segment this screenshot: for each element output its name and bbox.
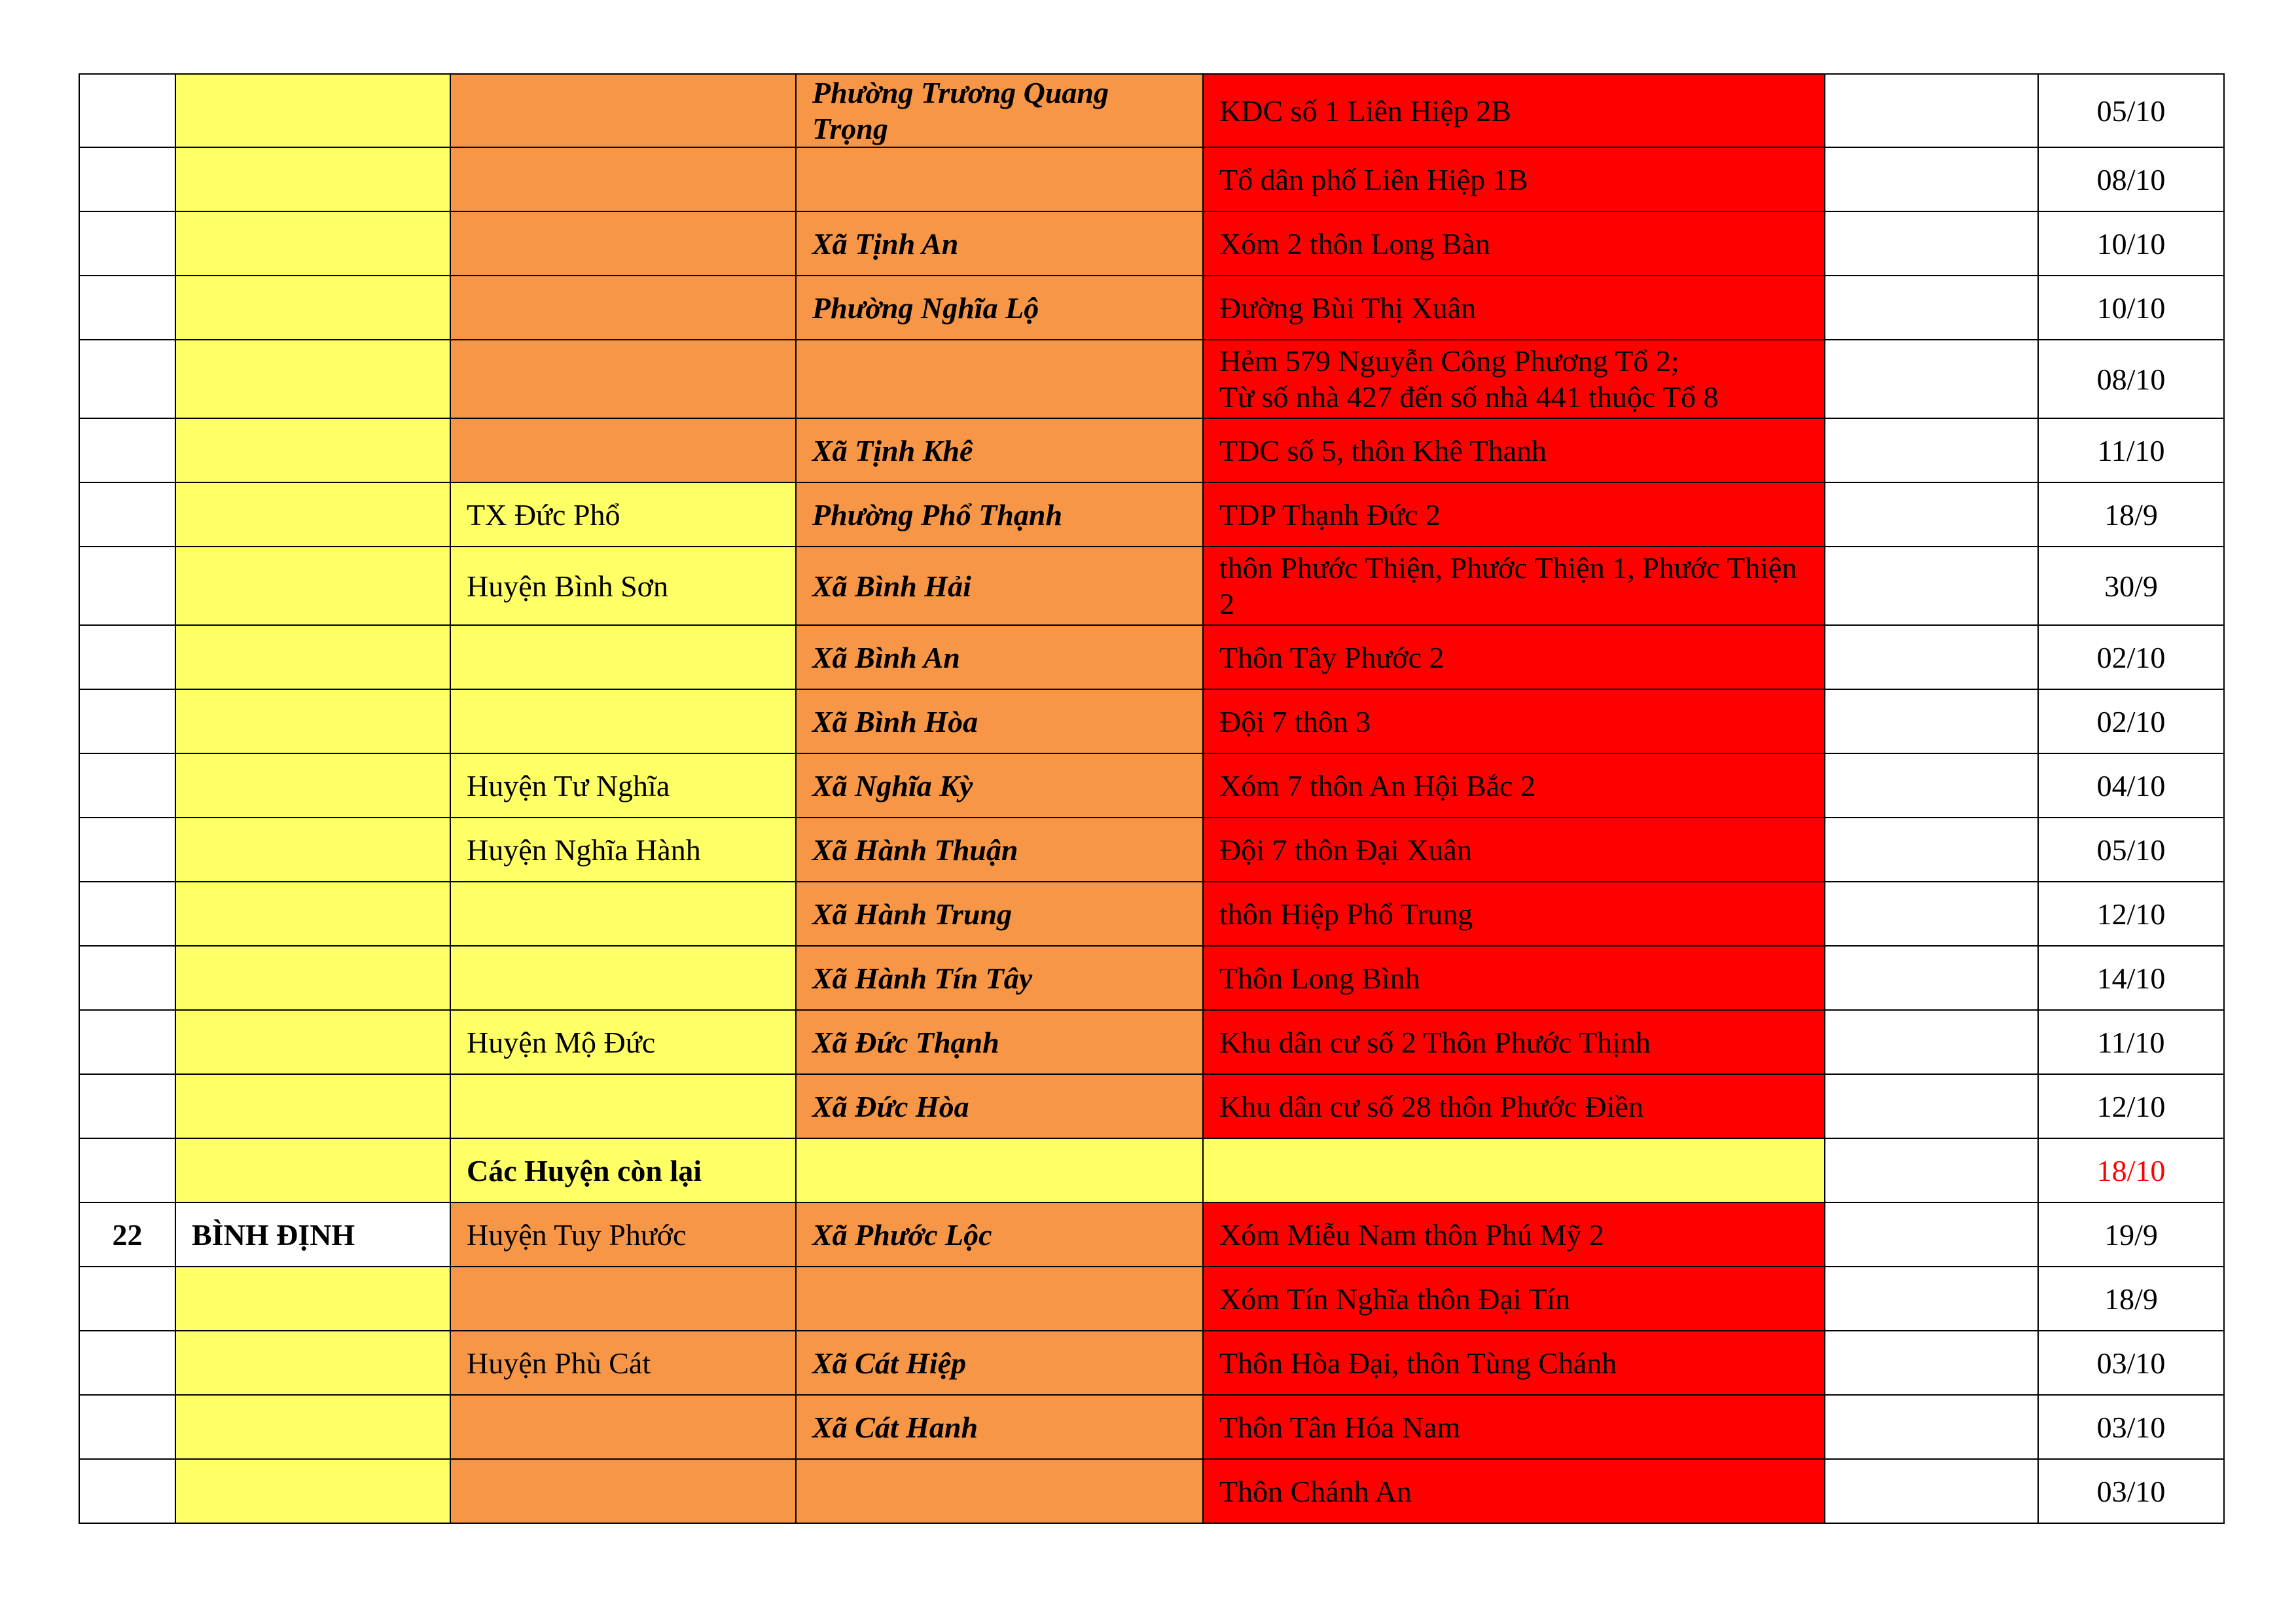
- date-cell: 14/10: [2038, 946, 2224, 1010]
- district-cell: [450, 689, 796, 753]
- stt-cell: [79, 818, 175, 882]
- empty-cell: [1825, 1138, 2038, 1202]
- table-row: [79, 1074, 2224, 1138]
- table-row: [79, 946, 2224, 1010]
- area-cell: Khu dân cư số 28 thôn Phước Điền: [1203, 1074, 1825, 1138]
- province-cell: [175, 147, 450, 211]
- empty-cell: [1825, 1202, 2038, 1267]
- stt-cell: [79, 276, 175, 340]
- stt-cell: [79, 1331, 175, 1395]
- area-cell: Thôn Chánh An: [1203, 1459, 1825, 1523]
- province-cell: [175, 1138, 450, 1202]
- stt-cell: [79, 547, 175, 625]
- stt-cell: [79, 147, 175, 211]
- district-cell: Các Huyện còn lại: [450, 1138, 796, 1202]
- commune-cell: Xã Tịnh Khê: [796, 418, 1203, 482]
- commune-cell: Phường Nghĩa Lộ: [796, 276, 1203, 340]
- table-row: [79, 482, 2224, 547]
- district-cell: [450, 74, 796, 147]
- commune-cell: Xã Tịnh An: [796, 211, 1203, 276]
- stt-cell: [79, 1074, 175, 1138]
- commune-cell: Xã Hành Thuận: [796, 818, 1203, 882]
- outbreak-area-table: [79, 73, 2225, 1524]
- stt-cell: [79, 625, 175, 689]
- province-cell: [175, 340, 450, 418]
- date-cell: 12/10: [2038, 882, 2224, 946]
- table-row: [79, 340, 2224, 418]
- date-cell: 04/10: [2038, 753, 2224, 818]
- district-cell: [450, 340, 796, 418]
- table-row: [79, 1331, 2224, 1395]
- commune-cell: Xã Cát Hanh: [796, 1395, 1203, 1459]
- commune-cell: Xã Hành Tín Tây: [796, 946, 1203, 1010]
- table-body: [79, 74, 2224, 1523]
- province-cell: [175, 1074, 450, 1138]
- commune-cell: Xã Bình Hòa: [796, 689, 1203, 753]
- table-row: [79, 418, 2224, 482]
- stt-cell: 22: [79, 1202, 175, 1267]
- district-cell: [450, 1395, 796, 1459]
- commune-cell: Xã Bình Hải: [796, 547, 1203, 625]
- table-row: [79, 1010, 2224, 1074]
- area-cell: Đường Bùi Thị Xuân: [1203, 276, 1825, 340]
- province-cell: [175, 818, 450, 882]
- empty-cell: [1825, 689, 2038, 753]
- district-cell: [450, 418, 796, 482]
- stt-cell: [79, 1395, 175, 1459]
- empty-cell: [1825, 547, 2038, 625]
- district-cell: [450, 946, 796, 1010]
- table-row: [79, 1267, 2224, 1331]
- area-cell: KDC số 1 Liên Hiệp 2B: [1203, 74, 1825, 147]
- province-cell: [175, 547, 450, 625]
- date-cell: 03/10: [2038, 1459, 2224, 1523]
- date-cell: 19/9: [2038, 1202, 2224, 1267]
- table-row: [79, 753, 2224, 818]
- area-cell: TDC số 5, thôn Khê Thanh: [1203, 418, 1825, 482]
- table-row: [79, 74, 2224, 147]
- province-cell: [175, 1010, 450, 1074]
- province-cell: [175, 689, 450, 753]
- district-cell: [450, 147, 796, 211]
- date-cell: 30/9: [2038, 547, 2224, 625]
- commune-cell: Xã Bình An: [796, 625, 1203, 689]
- district-cell: Huyện Tuy Phước: [450, 1202, 796, 1267]
- province-cell: [175, 482, 450, 547]
- province-cell: [175, 1267, 450, 1331]
- district-cell: [450, 882, 796, 946]
- table-row: [79, 1138, 2224, 1202]
- district-cell: Huyện Bình Sơn: [450, 547, 796, 625]
- stt-cell: [79, 340, 175, 418]
- area-cell: Xóm 7 thôn An Hội Bắc 2: [1203, 753, 1825, 818]
- table-row: [79, 1202, 2224, 1267]
- area-cell: Thôn Tân Hóa Nam: [1203, 1395, 1825, 1459]
- area-cell: thôn Hiệp Phổ Trung: [1203, 882, 1825, 946]
- district-cell: Huyện Mộ Đức: [450, 1010, 796, 1074]
- stt-cell: [79, 482, 175, 547]
- stt-cell: [79, 689, 175, 753]
- area-cell: Tổ dân phố Liên Hiệp 1B: [1203, 147, 1825, 211]
- stt-cell: [79, 418, 175, 482]
- district-cell: [450, 211, 796, 276]
- date-cell: 05/10: [2038, 818, 2224, 882]
- area-cell: [1203, 1138, 1825, 1202]
- province-cell: [175, 276, 450, 340]
- date-cell: 18/10: [2038, 1138, 2224, 1202]
- district-cell: Huyện Nghĩa Hành: [450, 818, 796, 882]
- commune-cell: [796, 1459, 1203, 1523]
- empty-cell: [1825, 211, 2038, 276]
- empty-cell: [1825, 340, 2038, 418]
- empty-cell: [1825, 482, 2038, 547]
- commune-cell: Xã Hành Trung: [796, 882, 1203, 946]
- table-row: [79, 1395, 2224, 1459]
- district-cell: Huyện Tư Nghĩa: [450, 753, 796, 818]
- stt-cell: [79, 1459, 175, 1523]
- area-cell: Xóm 2 thôn Long Bàn: [1203, 211, 1825, 276]
- stt-cell: [79, 946, 175, 1010]
- empty-cell: [1825, 882, 2038, 946]
- table-row: [79, 211, 2224, 276]
- date-cell: 08/10: [2038, 147, 2224, 211]
- stt-cell: [79, 1138, 175, 1202]
- date-cell: 18/9: [2038, 1267, 2224, 1331]
- empty-cell: [1825, 1395, 2038, 1459]
- district-cell: [450, 1459, 796, 1523]
- date-cell: 03/10: [2038, 1331, 2224, 1395]
- commune-cell: Xã Đức Hòa: [796, 1074, 1203, 1138]
- empty-cell: [1825, 818, 2038, 882]
- area-cell: Xóm Miễu Nam thôn Phú Mỹ 2: [1203, 1202, 1825, 1267]
- province-cell: [175, 753, 450, 818]
- date-cell: 03/10: [2038, 1395, 2224, 1459]
- commune-cell: Xã Đức Thạnh: [796, 1010, 1203, 1074]
- empty-cell: [1825, 276, 2038, 340]
- date-cell: 18/9: [2038, 482, 2224, 547]
- province-cell: [175, 211, 450, 276]
- stt-cell: [79, 1267, 175, 1331]
- stt-cell: [79, 1010, 175, 1074]
- commune-cell: Xã Cát Hiệp: [796, 1331, 1203, 1395]
- province-cell: [175, 1395, 450, 1459]
- area-cell: Hẻm 579 Nguyễn Công Phương Tổ 2; Từ số nhà 427 đến số nhà 441 thuộc Tổ 8: [1203, 340, 1825, 418]
- province-cell: [175, 1459, 450, 1523]
- commune-cell: Phường Phổ Thạnh: [796, 482, 1203, 547]
- date-cell: 11/10: [2038, 418, 2224, 482]
- province-cell: [175, 625, 450, 689]
- empty-cell: [1825, 1074, 2038, 1138]
- date-cell: 10/10: [2038, 211, 2224, 276]
- district-cell: TX Đức Phổ: [450, 482, 796, 547]
- table-row: [79, 625, 2224, 689]
- area-cell: Thôn Hòa Đại, thôn Tùng Chánh: [1203, 1331, 1825, 1395]
- province-cell: [175, 946, 450, 1010]
- area-cell: Thôn Tây Phước 2: [1203, 625, 1825, 689]
- stt-cell: [79, 753, 175, 818]
- empty-cell: [1825, 1267, 2038, 1331]
- date-cell: 11/10: [2038, 1010, 2224, 1074]
- date-cell: 05/10: [2038, 74, 2224, 147]
- area-cell: Đội 7 thôn 3: [1203, 689, 1825, 753]
- province-cell: [175, 74, 450, 147]
- province-cell: [175, 1331, 450, 1395]
- area-cell: thôn Phước Thiện, Phước Thiện 1, Phước Thiện 2: [1203, 547, 1825, 625]
- date-cell: 02/10: [2038, 625, 2224, 689]
- commune-cell: Xã Phước Lộc: [796, 1202, 1203, 1267]
- commune-cell: [796, 1267, 1203, 1331]
- table-row: [79, 818, 2224, 882]
- table-row: [79, 276, 2224, 340]
- province-cell: BÌNH ĐỊNH: [175, 1202, 450, 1267]
- district-cell: [450, 1267, 796, 1331]
- empty-cell: [1825, 753, 2038, 818]
- commune-cell: [796, 147, 1203, 211]
- empty-cell: [1825, 147, 2038, 211]
- table-row: [79, 1459, 2224, 1523]
- date-cell: 02/10: [2038, 689, 2224, 753]
- area-cell: Xóm Tín Nghĩa thôn Đại Tín: [1203, 1267, 1825, 1331]
- commune-cell: [796, 340, 1203, 418]
- stt-cell: [79, 211, 175, 276]
- empty-cell: [1825, 946, 2038, 1010]
- stt-cell: [79, 882, 175, 946]
- commune-cell: Phường Trương Quang Trọng: [796, 74, 1203, 147]
- empty-cell: [1825, 1010, 2038, 1074]
- province-cell: [175, 418, 450, 482]
- area-cell: Khu dân cư số 2 Thôn Phước Thịnh: [1203, 1010, 1825, 1074]
- province-cell: [175, 882, 450, 946]
- empty-cell: [1825, 1331, 2038, 1395]
- district-cell: [450, 276, 796, 340]
- date-cell: 08/10: [2038, 340, 2224, 418]
- area-cell: TDP Thạnh Đức 2: [1203, 482, 1825, 547]
- stt-cell: [79, 74, 175, 147]
- district-cell: Huyện Phù Cát: [450, 1331, 796, 1395]
- area-cell: Đội 7 thôn Đại Xuân: [1203, 818, 1825, 882]
- empty-cell: [1825, 74, 2038, 147]
- table-row: [79, 547, 2224, 625]
- empty-cell: [1825, 1459, 2038, 1523]
- date-cell: 12/10: [2038, 1074, 2224, 1138]
- date-cell: 10/10: [2038, 276, 2224, 340]
- table-row: [79, 689, 2224, 753]
- empty-cell: [1825, 418, 2038, 482]
- district-cell: [450, 625, 796, 689]
- table-row: [79, 882, 2224, 946]
- commune-cell: [796, 1138, 1203, 1202]
- table-row: [79, 147, 2224, 211]
- commune-cell: Xã Nghĩa Kỳ: [796, 753, 1203, 818]
- area-cell: Thôn Long Bình: [1203, 946, 1825, 1010]
- empty-cell: [1825, 625, 2038, 689]
- district-cell: [450, 1074, 796, 1138]
